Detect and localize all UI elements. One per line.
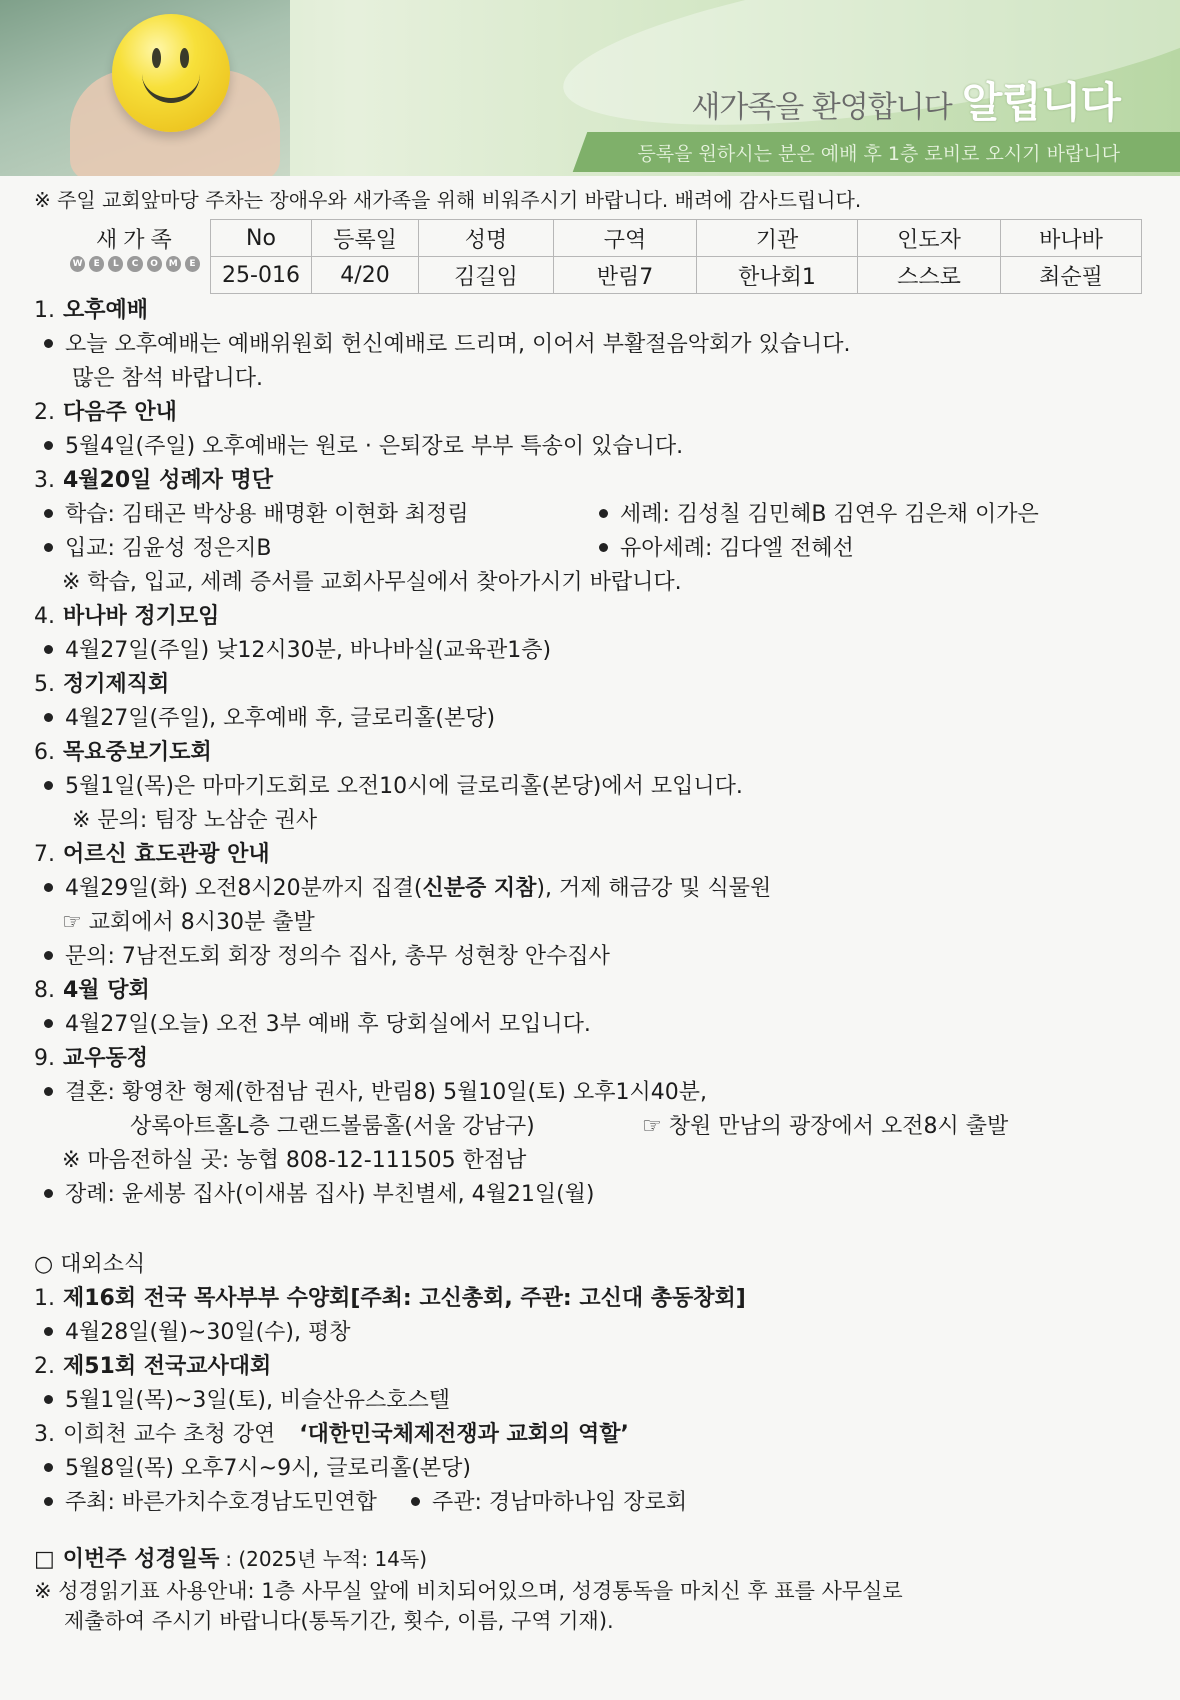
section-title: 2. 다음주 안내 bbox=[34, 400, 177, 425]
banner-subtitle: 등록을 원하시는 분은 예배 후 1층 로비로 오시기 바랍니다 bbox=[637, 143, 1120, 165]
banner-title-strong: 알립니다 bbox=[961, 78, 1120, 127]
list-item: 5월4일(주일) 오후예배는 원로 · 은퇴장로 부부 특송이 있습니다. bbox=[34, 430, 1154, 464]
list-item: 5월8일(목) 오후7시~9시, 글로리홀(본당) bbox=[34, 1452, 1154, 1486]
table-cell: 스스로 bbox=[858, 257, 1001, 294]
bible-reading-title: □ 이번주 성경일독 : (2025년 누적: 14독) bbox=[34, 1547, 428, 1572]
banner-title: 새가족을 환영합니다 알립니다 bbox=[691, 78, 1120, 127]
list-item: 주최: 바른가치수호경남도민연합 주관: 경남마하나임 장로회 bbox=[34, 1486, 1154, 1520]
list-item-continued: 상록아트홀L층 그랜드볼룸홀(서울 강남구) ☞ 창원 만남의 광장에서 오전8시 출발 bbox=[130, 1114, 1009, 1139]
table-row bbox=[211, 257, 1142, 294]
departure-note: ☞ 교회에서 8시30분 출발 bbox=[62, 910, 315, 935]
note: ※ 마음전하실 곳: 농협 808-12-111505 한점남 bbox=[62, 1148, 527, 1173]
external-news-header: ○ 대외소식 bbox=[34, 1252, 146, 1277]
list-item: 5월1일(목)~3일(토), 비슬산유스호스텔 bbox=[34, 1384, 1154, 1418]
table-header-cell: 성명 bbox=[419, 220, 554, 257]
table-header-cell: 등록일 bbox=[312, 220, 419, 257]
section-title: 3. 이희천 교수 초청 강연 ‘대한민국체제전쟁과 교회의 역할’ bbox=[34, 1422, 629, 1447]
section-title: 9. 교우동정 bbox=[34, 1046, 149, 1071]
bible-note: ※ 성경읽기표 사용안내: 1층 사무실 앞에 비치되어있으며, 성경통독을 마치신 후 표를 사무실로 bbox=[34, 1579, 903, 1603]
list-item: 4월28일(월)~30일(수), 평창 bbox=[34, 1316, 1154, 1350]
list-item: 문의: 7남전도회 회장 정의수 집사, 총무 성현창 안수집사 bbox=[34, 940, 1154, 974]
table-cell: 최순필 bbox=[1001, 257, 1142, 294]
list-item: 입교: 김윤성 정은지B 유아세례: 김다엘 전혜선 bbox=[34, 532, 1154, 566]
table-header-cell: 인도자 bbox=[858, 220, 1001, 257]
note: ※ 문의: 팀장 노삼순 권사 bbox=[72, 808, 318, 833]
table-cell: 25-016 bbox=[211, 257, 312, 294]
id-card-emphasis: 신분증 지참 bbox=[422, 876, 537, 901]
new-family-label: 새가족 bbox=[96, 228, 178, 253]
list-item-continued: 많은 참석 바랍니다. bbox=[72, 366, 263, 391]
list-item: 장례: 윤세봉 집사(이새봄 집사) 부친별세, 4월21일(월) bbox=[34, 1178, 1154, 1212]
list-item: 학습: 김태곤 박상용 배명환 이현화 최정림 세례: 김성칠 김민혜B 김연우 김은채 이가은 bbox=[34, 498, 1154, 532]
section-title: 1. 오후예배 bbox=[34, 298, 149, 323]
header-banner bbox=[0, 0, 1180, 176]
section-title: 5. 정기제직회 bbox=[34, 672, 170, 697]
list-item: 결혼: 황영찬 형제(한점남 권사, 반림8) 5월10일(토) 오후1시40분, bbox=[34, 1076, 1154, 1110]
table-cell: 반림7 bbox=[554, 257, 697, 294]
banner-photo bbox=[0, 0, 290, 176]
smiley-face-icon bbox=[112, 14, 230, 132]
list-item: 4월27일(오늘) 오전 3부 예배 후 당회실에서 모입니다. bbox=[34, 1008, 1154, 1042]
new-family-table bbox=[210, 219, 1142, 294]
section-title: 3. 4월20일 성례자 명단 bbox=[34, 468, 274, 493]
table-cell: 김길임 bbox=[419, 257, 554, 294]
table-header-row bbox=[211, 220, 1142, 257]
section-title: 1. 제16회 전국 목사부부 수양회[주최: 고신총회, 주관: 고신대 총동창회] bbox=[34, 1286, 746, 1311]
list-item: 오늘 오후예배는 예배위원회 헌신예배로 드리며, 이어서 부활절음악회가 있습니다. bbox=[34, 328, 1154, 362]
section-title: 7. 어르신 효도관광 안내 bbox=[34, 842, 270, 867]
parking-notice: ※ 주일 교회앞마당 주차는 장애우와 새가족을 위해 비워주시기 바랍니다. 배려에 감사드립니다. bbox=[34, 188, 862, 212]
section-title: 6. 목요중보기도회 bbox=[34, 740, 212, 765]
table-header-cell: No bbox=[211, 220, 312, 257]
table-cell: 한나회1 bbox=[697, 257, 858, 294]
list-item: 4월27일(주일) 낮12시30분, 바나바실(교육관1층) bbox=[34, 634, 1154, 668]
section-title: 8. 4월 당회 bbox=[34, 978, 150, 1003]
section-title: 2. 제51회 전국교사대회 bbox=[34, 1354, 272, 1379]
list-item: 5월1일(목)은 마마기도회로 오전10시에 글로리홀(본당)에서 모입니다. bbox=[34, 770, 1154, 804]
section-title: 4. 바나바 정기모임 bbox=[34, 604, 220, 629]
list-item: 4월27일(주일), 오후예배 후, 글로리홀(본당) bbox=[34, 702, 1154, 736]
bible-note-continued: 제출하여 주시기 바랍니다(통독기간, 횟수, 이름, 구역 기재). bbox=[64, 1609, 614, 1633]
welcome-badge: W E L C O M E bbox=[70, 256, 200, 272]
table-header-cell: 바나바 bbox=[1001, 220, 1142, 257]
list-item: 4월29일(화) 오전8시20분까지 집결(신분증 지참), 거제 해금강 및 식물원 bbox=[34, 872, 1154, 906]
table-header-cell: 구역 bbox=[554, 220, 697, 257]
note: ※ 학습, 입교, 세례 증서를 교회사무실에서 찾아가시기 바랍니다. bbox=[62, 570, 682, 595]
table-header-cell: 기관 bbox=[697, 220, 858, 257]
table-cell: 4/20 bbox=[312, 257, 419, 294]
announcements bbox=[34, 294, 1154, 1636]
